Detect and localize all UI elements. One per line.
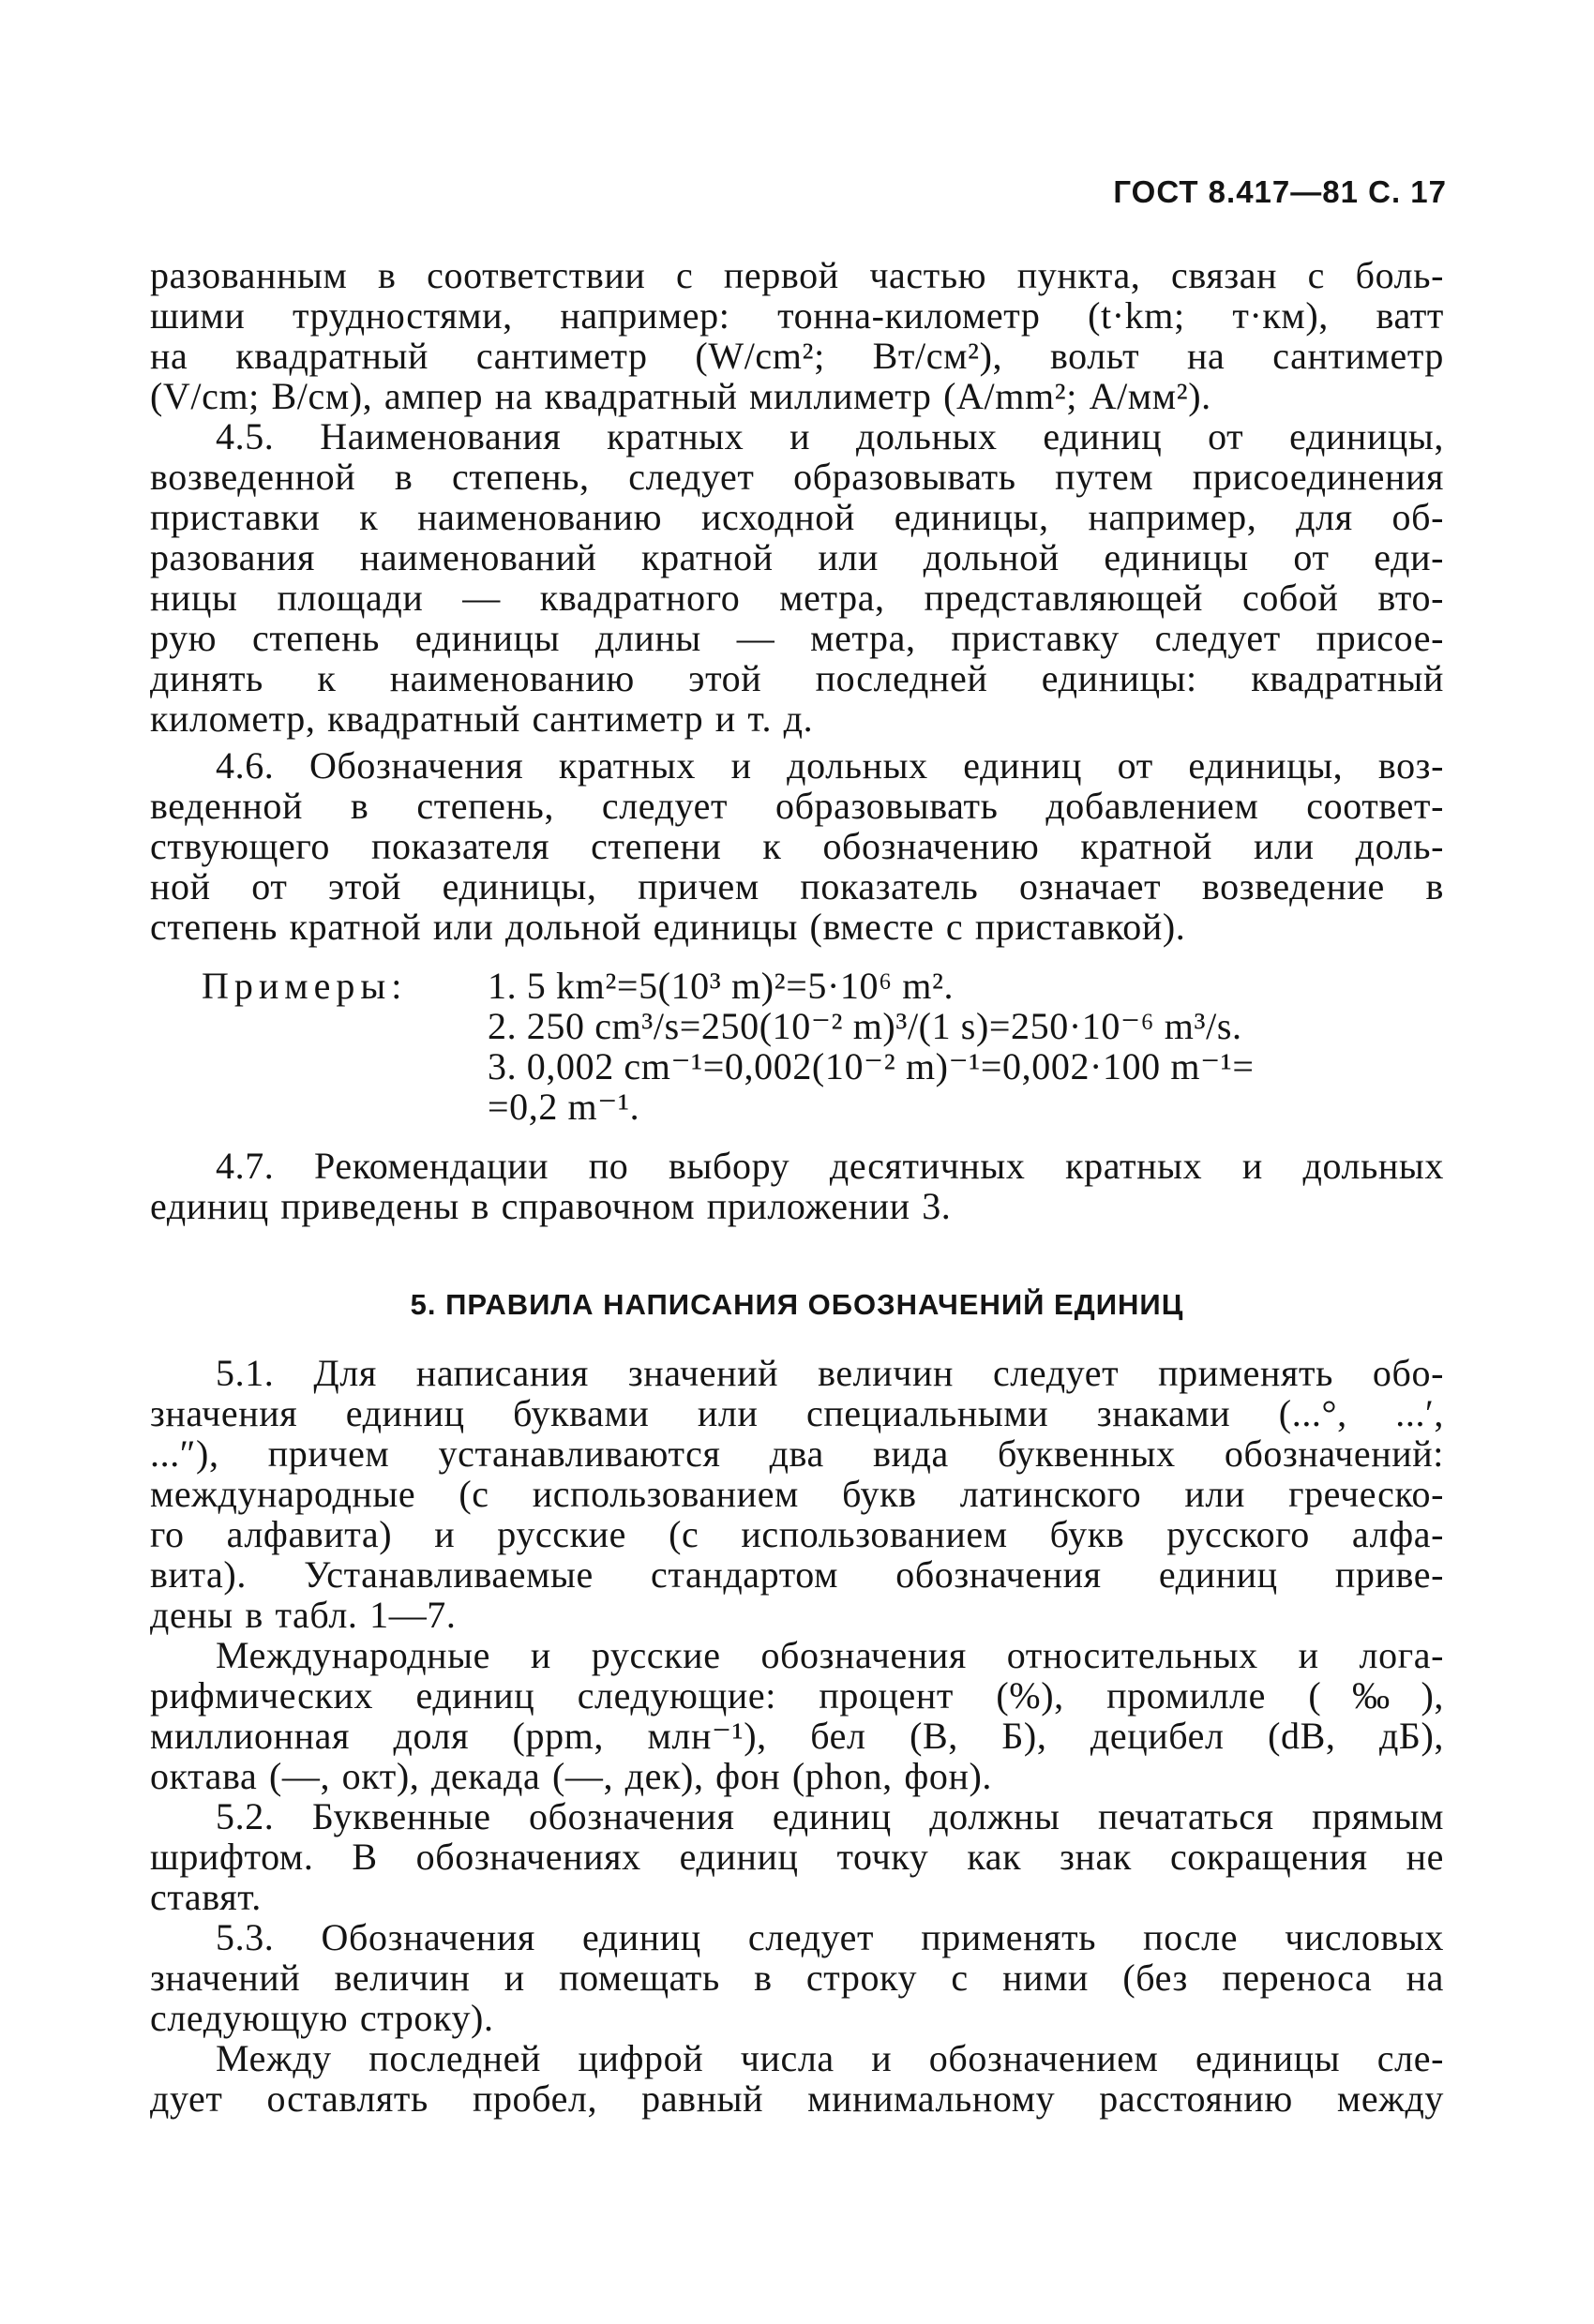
paragraph-5-3-continued: [150, 2038, 1444, 2119]
paragraph-4-6: [150, 745, 1444, 947]
example-item: 3. 0,002 cm⁻¹=0,002(10⁻² m)⁻¹=0,002·100 m⁻¹=: [488, 1045, 1255, 1087]
text-line: ...″), причем устанавливаются два вида буквенных обозначений:: [150, 1432, 1444, 1475]
paragraph-5-1: [150, 1353, 1444, 1635]
text-line: возведенной в степень, следует образовывать путем присоединения: [150, 456, 1444, 498]
text-line: следующую строку).: [150, 1997, 494, 2039]
text-line: 5.2. Буквенные обозначения единиц должны печататься прямым: [216, 1795, 1444, 1837]
text-line: единиц приведены в справочном приложении 3.: [150, 1185, 952, 1227]
text-line: на квадратный сантиметр (W/cm²; Вт/см²), вольт на сантиметр: [150, 335, 1444, 377]
section-title: 5. ПРАВИЛА НАПИСАНИЯ ОБОЗНАЧЕНИЙ ЕДИНИЦ: [410, 1288, 1184, 1321]
text-line: дует оставлять пробел, равный минимальному расстоянию между: [150, 2077, 1444, 2120]
text-line: разования наименований кратной или дольной единицы от еди-: [150, 536, 1444, 578]
paragraph-5-3: [150, 1917, 1444, 2038]
example-item: 2. 250 cm³/s=250(10⁻² m)³/(1 s)=250·10⁻⁶ m³/s.: [488, 1005, 1242, 1047]
text-line: ставят.: [150, 1876, 262, 1918]
text-line: рую степень единицы длины — метра, приставку следует присое-: [150, 617, 1444, 659]
example-item: =0,2 m⁻¹.: [488, 1086, 640, 1128]
text-line: веденной в степень, следует образовывать добавлением соответ-: [150, 785, 1444, 827]
text-line: приставки к наименованию исходной единицы, например, для об-: [150, 496, 1444, 538]
text-line: миллионная доля (ppm, млн⁻¹), бел (B, Б), децибел (dB, дБ),: [150, 1715, 1444, 1757]
text-line: Международные и русские обозначения относительных и лога-: [216, 1634, 1444, 1676]
text-line: рифмических единиц следующие: процент (%), промилле (‰),: [150, 1674, 1444, 1717]
example-item: 1. 5 km²=5(10³ m)²=5·10⁶ m².: [488, 965, 955, 1007]
text-line: вита). Устанавливаемые стандартом обозначения единиц приве-: [150, 1553, 1444, 1596]
text-line: Между последней цифрой числа и обозначением единицы сле-: [216, 2037, 1444, 2079]
text-line: значений величин и помещать в строку с ними (без переноса на: [150, 1957, 1444, 1999]
text-line: ной от этой единицы, причем показатель означает возведение в: [150, 865, 1444, 907]
text-line: динять к наименованию этой последней единицы: квадратный: [150, 657, 1444, 699]
paragraph-4-7: [150, 1146, 1444, 1226]
text-line: дены в табл. 1—7.: [150, 1594, 457, 1636]
text-line: шрифтом. В обозначениях единиц точку как знак сокращения не: [150, 1836, 1444, 1878]
text-line: го алфавита) и русские (с использованием букв русского алфа-: [150, 1513, 1444, 1555]
text-line: шими трудностями, например: тонна-километр (t·km; т·км), ватт: [150, 294, 1444, 337]
examples-block: [202, 966, 1255, 1127]
paragraph-continuation: [150, 255, 1444, 416]
paragraph-5-2: [150, 1796, 1444, 1917]
text-line: значения единиц буквами или специальными знаками (...°, ...′,: [150, 1392, 1444, 1434]
text-line: (V/cm; В/см), ампер на квадратный миллиметр (A/mm²; А/мм²).: [150, 375, 1211, 417]
text-line: километр, квадратный сантиметр и т. д.: [150, 697, 814, 740]
examples-label: Примеры:: [202, 965, 408, 1007]
paragraph-4-5: [150, 416, 1444, 739]
text-line: 5.3. Обозначения единиц следует применять после числовых: [216, 1916, 1444, 1958]
text-line: разованным в соответствии с первой частью пункта, связан с боль-: [150, 254, 1444, 296]
text-line: ницы площади — квадратного метра, представляющей собой вто-: [150, 577, 1444, 619]
text-line: 4.7. Рекомендации по выбору десятичных кратных и дольных: [216, 1145, 1444, 1187]
text-line: 4.5. Наименования кратных и дольных единиц от единицы,: [216, 415, 1444, 457]
page-header: ГОСТ 8.417—81 С. 17: [1113, 174, 1447, 209]
text-line: 4.6. Обозначения кратных и дольных единиц от единицы, воз-: [216, 744, 1444, 787]
text-line: октава (—, окт), декада (—, дек), фон (phon, фон).: [150, 1755, 993, 1797]
text-line: международные (с использованием букв латинского или греческо-: [150, 1473, 1444, 1515]
text-line: 5.1. Для написания значений величин следует применять обо-: [216, 1352, 1444, 1394]
text-line: ствующего показателя степени к обозначению кратной или доль-: [150, 825, 1444, 867]
text-line: степень кратной или дольной единицы (вместе с приставкой).: [150, 906, 1186, 948]
paragraph-5-1-continued: [150, 1635, 1444, 1796]
